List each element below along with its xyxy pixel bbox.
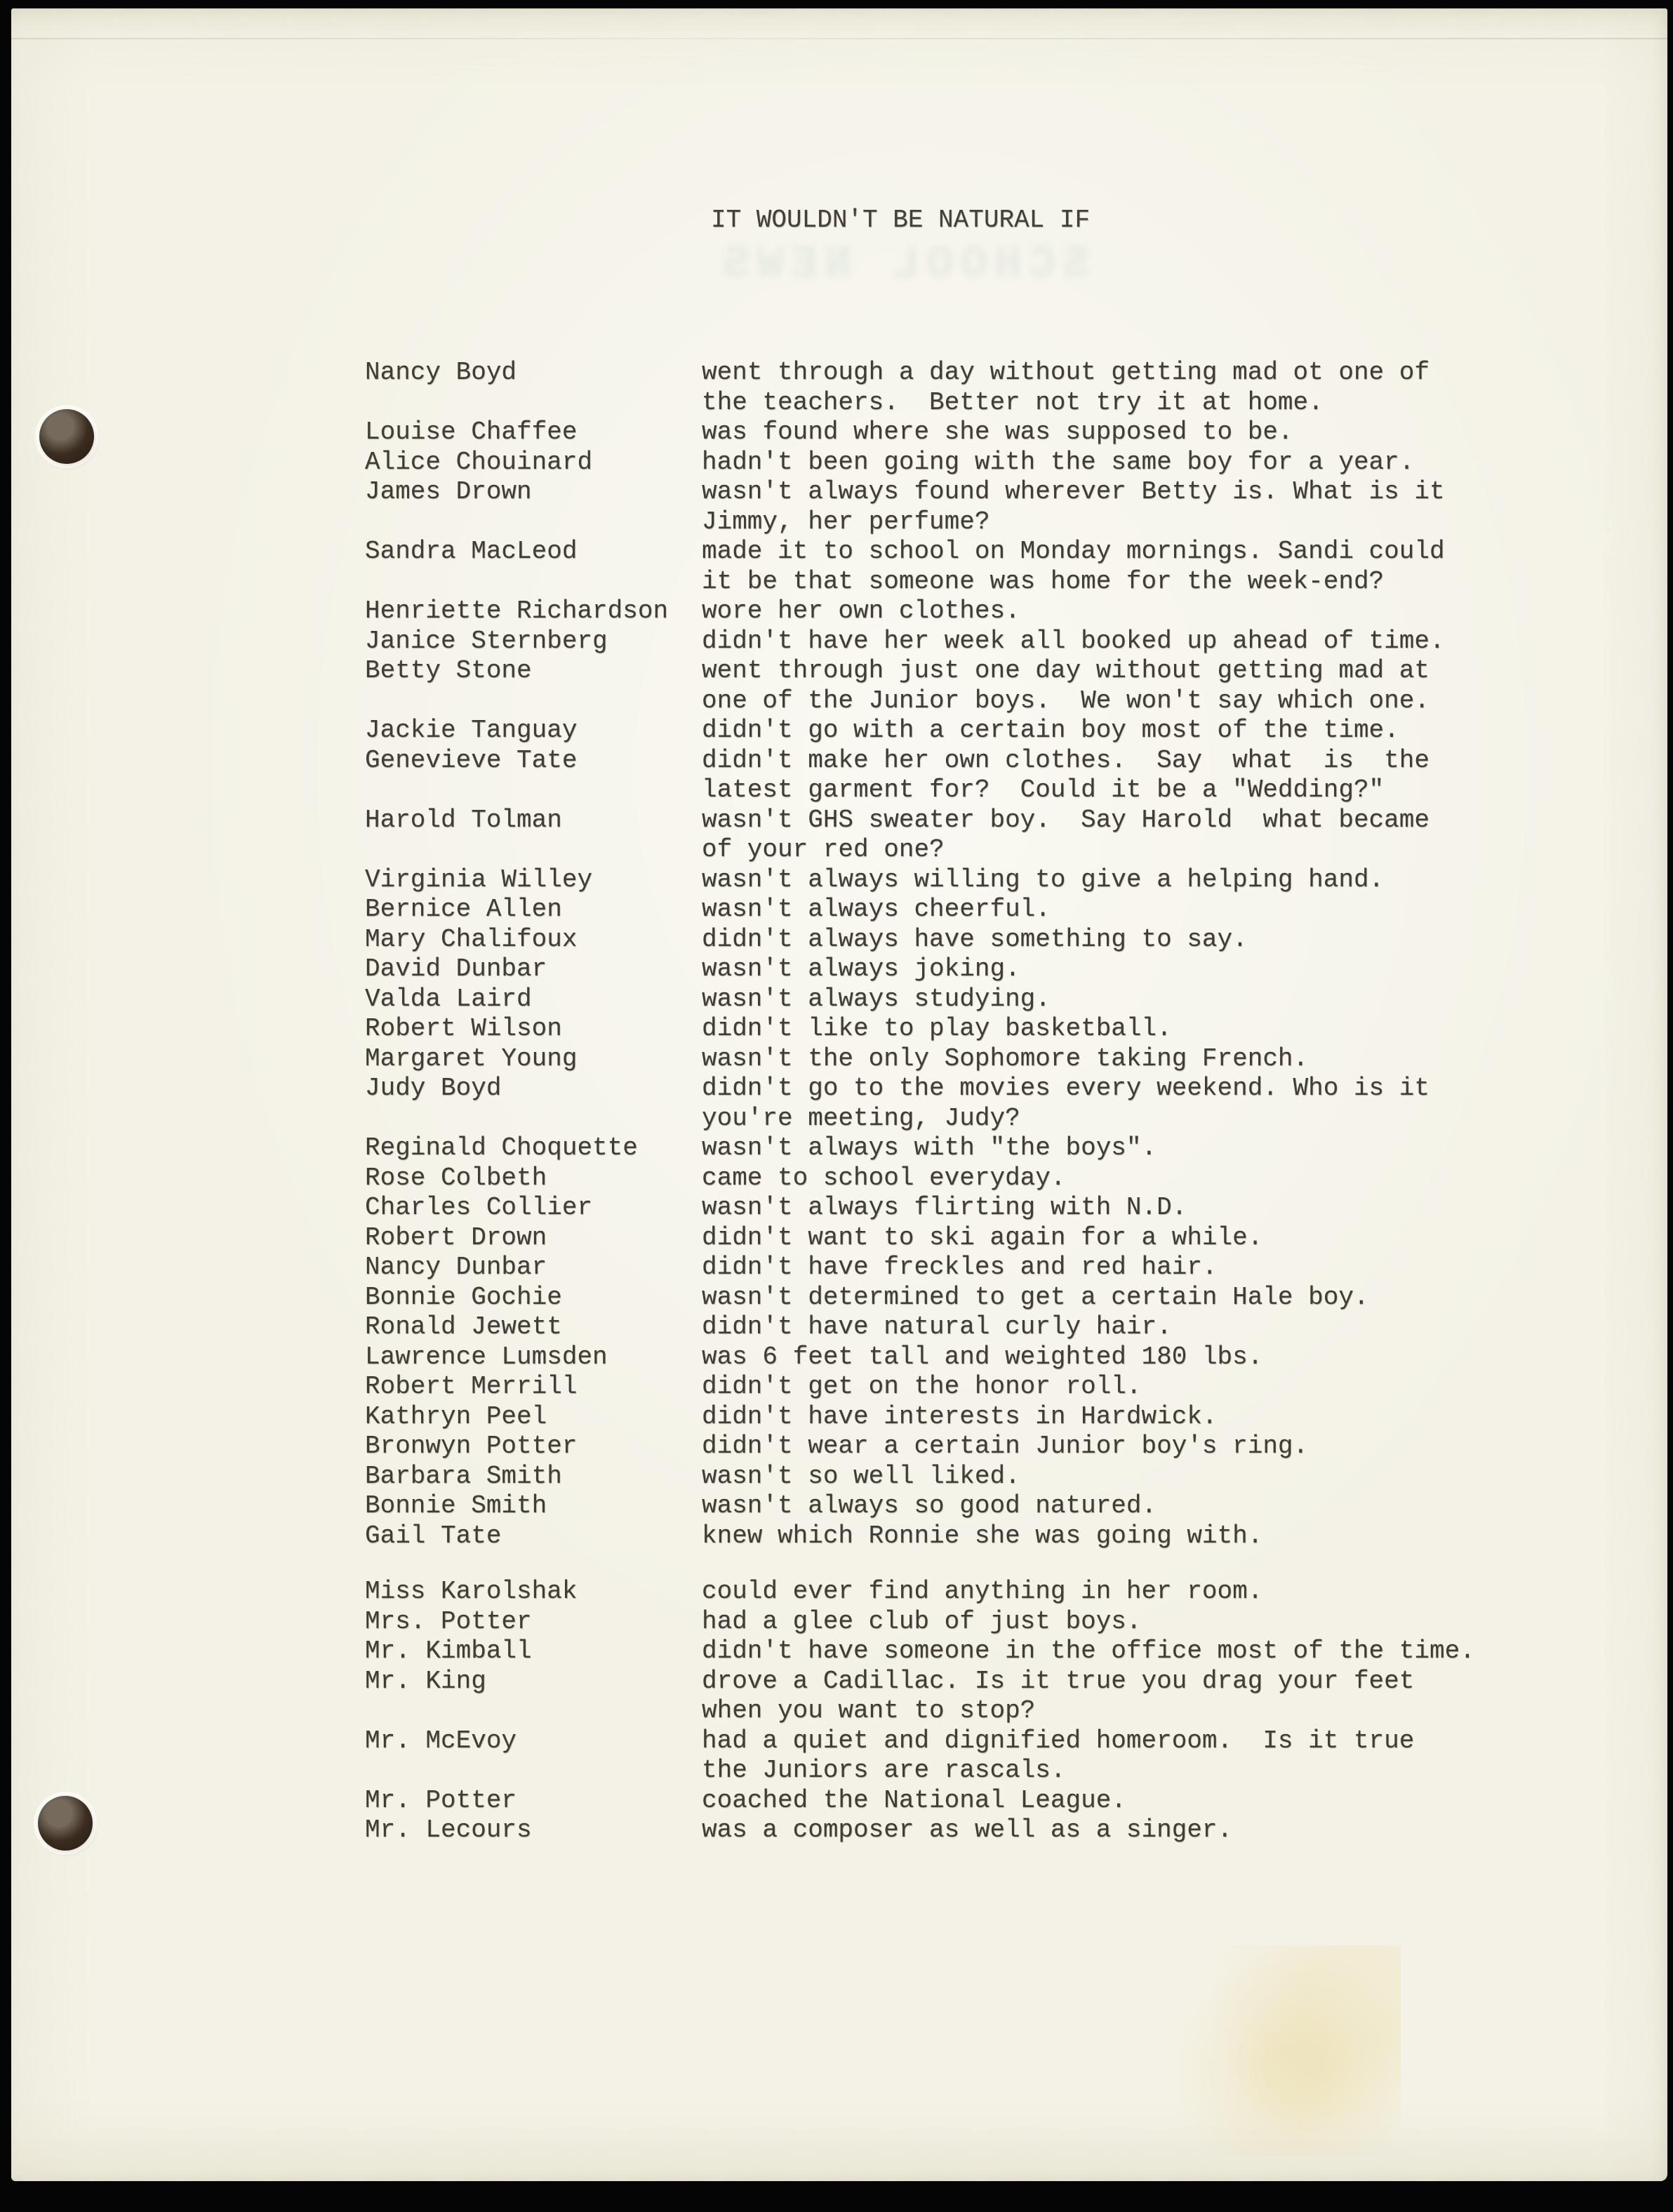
person-name: Bronwyn Potter: [365, 1432, 578, 1460]
statement-line: was 6 feet tall and weighted 180 lbs.: [702, 1342, 1263, 1371]
statement: [702, 1607, 1558, 1637]
list-item: [365, 627, 1558, 657]
person-name: Louise Chaffee: [365, 418, 578, 446]
statement-line: wasn't always joking.: [702, 954, 1020, 983]
statement: [702, 1432, 1558, 1462]
list-item: [365, 1521, 1558, 1552]
person-name: Genevieve Tate: [365, 745, 578, 775]
person-name: Nancy Boyd: [365, 358, 517, 387]
statement-line: could ever find anything in her room.: [702, 1577, 1263, 1606]
statement: [702, 806, 1558, 865]
person-name: Jackie Tanguay: [365, 716, 578, 745]
paper-sheet: [11, 8, 1667, 2181]
statement-line: went through a day without getting mad ot one of: [702, 358, 1429, 387]
statement: [702, 716, 1558, 746]
statement: [702, 1726, 1558, 1786]
statement-line: wasn't always with "the boys".: [702, 1133, 1157, 1162]
statement-line: was a composer as well as a singer.: [702, 1815, 1233, 1844]
statement: [702, 627, 1558, 657]
statement-line: wasn't always so good natured.: [702, 1491, 1157, 1520]
statement-line: didn't go with a certain boy most of the time.: [702, 716, 1399, 745]
person-name: Mary Chalifoux: [365, 924, 578, 954]
person-name: Rose Colbeth: [365, 1163, 547, 1192]
statement-line: didn't like to play basketball.: [702, 1014, 1172, 1043]
statement: [702, 1253, 1558, 1283]
statement-line: didn't have natural curly hair.: [702, 1312, 1172, 1341]
person-name: Mr. Lecours: [365, 1815, 532, 1844]
statement-line: the teachers. Better not try it at home.: [702, 387, 1324, 417]
statement-line: had a glee club of just boys.: [702, 1606, 1142, 1636]
statement-line: wasn't determined to get a certain Hale boy.: [702, 1282, 1369, 1312]
list-item: [365, 1607, 1558, 1637]
list-item: [365, 1491, 1558, 1521]
statement-line: wasn't always flirting with N.D.: [702, 1193, 1187, 1222]
statement-line: didn't want to ski again for a while.: [702, 1222, 1263, 1252]
statement-line: didn't have freckles and red hair.: [702, 1253, 1218, 1281]
list-item: [365, 1312, 1558, 1342]
statement: [702, 448, 1558, 478]
statement: [702, 418, 1558, 448]
statement: [702, 1193, 1558, 1223]
statement-line: wasn't GHS sweater boy. Say Harold what became: [702, 805, 1429, 834]
person-name: Reginald Choquette: [365, 1133, 638, 1162]
statement-line: went through just one day without getting mad at: [702, 656, 1429, 685]
person-name: Nancy Dunbar: [365, 1253, 547, 1281]
statement: [702, 1637, 1558, 1667]
statement: [702, 1342, 1558, 1373]
list-item: [365, 1223, 1558, 1253]
list-item: [365, 1283, 1558, 1313]
bleed-through-text: SCHOOL NEWS: [715, 240, 1090, 291]
statement-line: one of the Junior boys. We won't say which one.: [702, 686, 1429, 715]
person-name: Alice Chouinard: [365, 447, 593, 477]
statement: [702, 537, 1558, 597]
student-section: [365, 358, 1558, 1551]
list-item: [365, 746, 1558, 806]
list-item: [365, 1432, 1558, 1462]
person-name: Mr. McEvoy: [365, 1726, 517, 1755]
statement: [702, 1667, 1558, 1726]
person-name: Sandra MacLeod: [365, 537, 578, 566]
person-name: David Dunbar: [365, 954, 547, 983]
person-name: Bonnie Gochie: [365, 1282, 562, 1312]
punch-hole-bottom: [38, 1796, 93, 1851]
statement: [702, 1312, 1558, 1342]
statement: [702, 746, 1558, 806]
list-item: [365, 358, 1558, 418]
statement: [702, 1074, 1558, 1133]
statement-line: didn't wear a certain Junior boy's ring.: [702, 1432, 1309, 1460]
statement: [702, 1133, 1558, 1164]
statement-line: didn't make her own clothes. Say what is the: [702, 745, 1429, 775]
statement: [702, 865, 1558, 895]
statement-line: knew which Ronnie she was going with.: [702, 1521, 1263, 1550]
list-item: [365, 1253, 1558, 1283]
list-item: [365, 1044, 1558, 1074]
list-item: [365, 448, 1558, 478]
list-item: [365, 1193, 1558, 1223]
statement-line: when you want to stop?: [702, 1696, 1036, 1725]
statement-line: wasn't always studying.: [702, 984, 1051, 1013]
list-item: [365, 895, 1558, 925]
statement-line: drove a Cadillac. Is it true you drag your feet: [702, 1666, 1415, 1695]
statement-line: wasn't always willing to give a helping hand.: [702, 865, 1385, 894]
list-item: [365, 1342, 1558, 1373]
statement: [702, 1164, 1558, 1194]
person-name: Robert Drown: [365, 1222, 547, 1252]
list-item: [365, 418, 1558, 448]
statement: [702, 1491, 1558, 1521]
person-name: Robert Wilson: [365, 1014, 562, 1043]
page-title: IT WOULDN'T BE NATURAL IF: [711, 206, 1091, 234]
list-item: [365, 925, 1558, 955]
person-name: Barbara Smith: [365, 1461, 562, 1491]
statement: [702, 597, 1558, 627]
person-name: Virginia Willey: [365, 865, 593, 894]
statement: [702, 985, 1558, 1015]
person-name: Valda Laird: [365, 984, 532, 1013]
list-item: [365, 1014, 1558, 1044]
statement-line: made it to school on Monday mornings. Sandi could: [702, 537, 1445, 566]
statement-line: didn't have her week all booked up ahead of time.: [702, 626, 1445, 655]
list-item: [365, 1164, 1558, 1194]
list-item: [365, 477, 1558, 537]
person-name: Bernice Allen: [365, 895, 562, 924]
statement-line: didn't have interests in Hardwick.: [702, 1401, 1218, 1431]
statement-line: of your red one?: [702, 835, 945, 864]
statement-line: wasn't always cheerful.: [702, 895, 1051, 924]
statement: [702, 1372, 1558, 1402]
statement: [702, 656, 1558, 716]
list-item: [365, 954, 1558, 985]
list-item: [365, 1462, 1558, 1492]
statement: [702, 1223, 1558, 1253]
person-name: Janice Sternberg: [365, 626, 608, 655]
statement-line: had a quiet and dignified homeroom. Is it true: [702, 1726, 1415, 1755]
statement-line: wasn't always found wherever Betty is. What is it: [702, 477, 1445, 506]
statement: [702, 1786, 1558, 1816]
statement: [702, 1283, 1558, 1313]
list-item: [365, 1133, 1558, 1164]
teacher-section: [365, 1577, 1558, 1846]
person-name: Miss Karolshak: [365, 1577, 578, 1606]
list-item: [365, 1726, 1558, 1786]
list-item: [365, 1786, 1558, 1816]
statement-line: coached the National League.: [702, 1785, 1126, 1815]
statement-line: wore her own clothes.: [702, 597, 1020, 625]
punch-hole-top: [39, 409, 94, 464]
list-item: [365, 1815, 1558, 1846]
list-item: [365, 1667, 1558, 1726]
person-name: Margaret Young: [365, 1044, 578, 1073]
person-name: Ronald Jewett: [365, 1312, 562, 1341]
statement-line: didn't get on the honor roll.: [702, 1372, 1142, 1401]
statement-line: wasn't the only Sophomore taking French.: [702, 1044, 1309, 1073]
person-name: Gail Tate: [365, 1521, 502, 1550]
statement: [702, 1462, 1558, 1492]
person-name: Mr. King: [365, 1666, 486, 1695]
statement: [702, 895, 1558, 925]
statement: [702, 1577, 1558, 1607]
person-name: Robert Merrill: [365, 1372, 578, 1401]
statement-line: the Juniors are rascals.: [702, 1756, 1066, 1785]
person-name: Bonnie Smith: [365, 1491, 547, 1520]
statement-line: was found where she was supposed to be.: [702, 418, 1293, 446]
person-name: Lawrence Lumsden: [365, 1342, 608, 1371]
person-name: Betty Stone: [365, 656, 532, 685]
statement-line: didn't have someone in the office most of the time.: [702, 1637, 1475, 1665]
list-item: [365, 1402, 1558, 1432]
list-item: [365, 537, 1558, 597]
statement-line: it be that someone was home for the week-end?: [702, 566, 1385, 596]
list-item: [365, 1372, 1558, 1402]
list-item: [365, 1637, 1558, 1667]
statement-line: hadn't been going with the same boy for a year.: [702, 447, 1415, 477]
statement: [702, 1402, 1558, 1432]
person-name: Mrs. Potter: [365, 1606, 532, 1636]
statement-line: came to school everyday.: [702, 1163, 1066, 1192]
person-name: Kathryn Peel: [365, 1401, 547, 1431]
statement: [702, 925, 1558, 955]
statement: [702, 477, 1558, 537]
statement: [702, 1815, 1558, 1846]
listing: [365, 358, 1558, 1846]
statement: [702, 954, 1558, 985]
list-item: [365, 716, 1558, 746]
list-item: [365, 1074, 1558, 1133]
statement: [702, 1044, 1558, 1074]
list-item: [365, 806, 1558, 865]
person-name: Judy Boyd: [365, 1074, 502, 1102]
list-item: [365, 985, 1558, 1015]
statement: [702, 1521, 1558, 1552]
person-name: Charles Collier: [365, 1193, 593, 1222]
list-item: [365, 865, 1558, 895]
statement-line: wasn't so well liked.: [702, 1461, 1020, 1491]
statement: [702, 1014, 1558, 1044]
list-item: [365, 597, 1558, 627]
statement-line: didn't always have something to say.: [702, 924, 1248, 954]
list-item: [365, 1577, 1558, 1607]
person-name: Mr. Potter: [365, 1785, 517, 1815]
person-name: Harold Tolman: [365, 805, 562, 834]
statement-line: Jimmy, her perfume?: [702, 507, 990, 536]
person-name: James Drown: [365, 477, 532, 506]
statement-line: latest garment for? Could it be a "Wedding?": [702, 775, 1385, 804]
list-item: [365, 656, 1558, 716]
person-name: Mr. Kimball: [365, 1637, 532, 1665]
statement: [702, 358, 1558, 418]
statement-line: didn't go to the movies every weekend. Who is it: [702, 1074, 1429, 1102]
person-name: Henriette Richardson: [365, 597, 669, 625]
statement-line: you're meeting, Judy?: [702, 1103, 1020, 1133]
